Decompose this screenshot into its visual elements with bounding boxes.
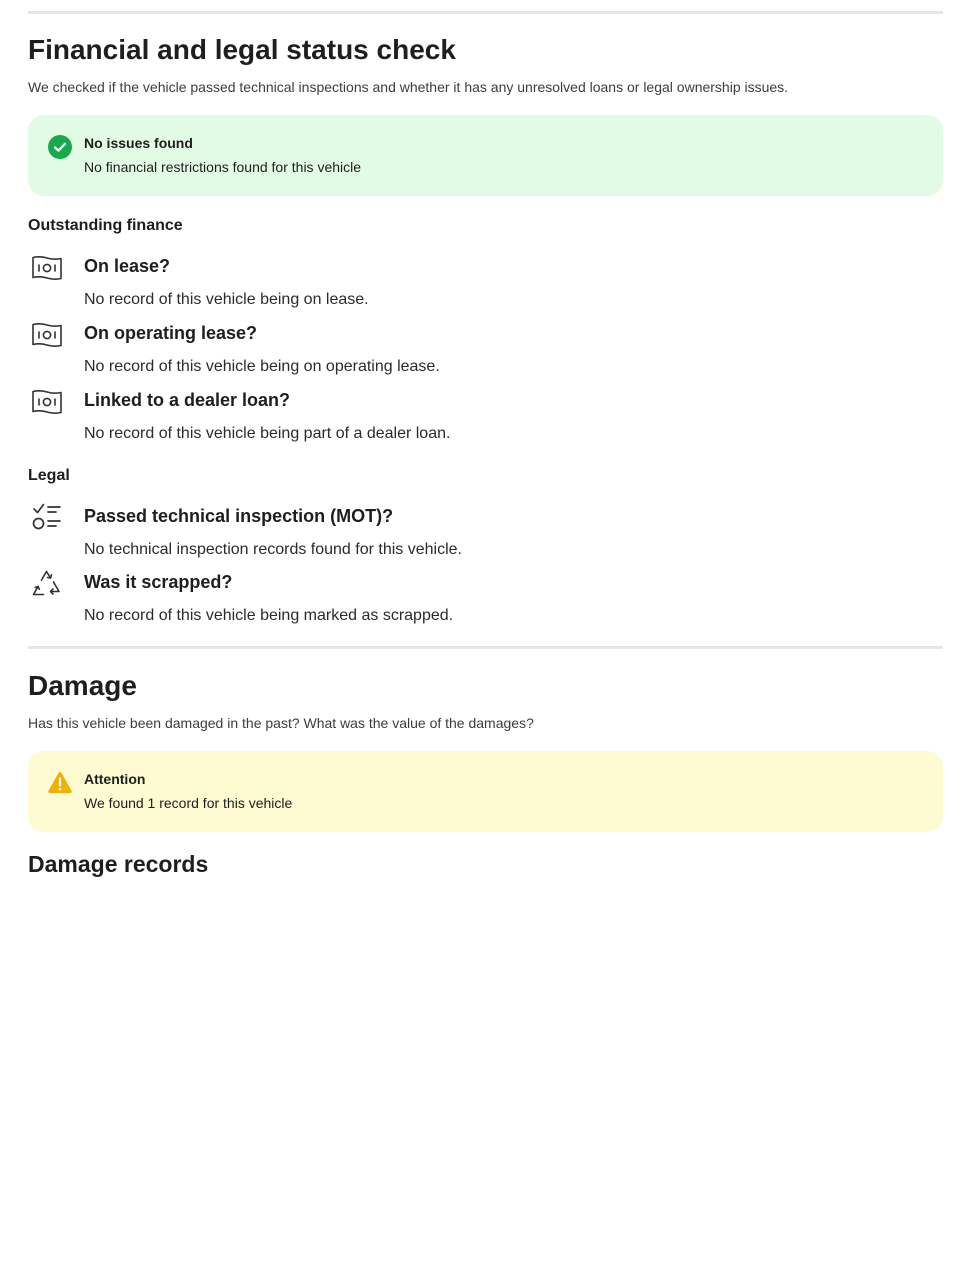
check-item-text: No record of this vehicle being on lease. <box>84 291 369 308</box>
damage-status-alert <box>28 751 943 832</box>
financial-status-alert <box>28 115 943 196</box>
damage-section-title: Damage <box>28 670 137 701</box>
check-item-on-lease <box>28 253 943 320</box>
alert-text: We found 1 record for this vehicle <box>84 795 293 811</box>
check-item-scrapped <box>28 568 943 635</box>
check-item-text: No technical inspection records found for this vehicle. <box>84 541 462 558</box>
check-item-title: Was it scrapped? <box>84 572 233 592</box>
check-item-title: On lease? <box>84 256 171 276</box>
check-item-title: On operating lease? <box>84 323 258 343</box>
damage-section-description: Has this vehicle been damaged in the past? What was the value of the damages? <box>28 715 534 731</box>
check-item-text: No record of this vehicle being marked as scrapped. <box>84 607 454 624</box>
check-item-title: Passed technical inspection (MOT)? <box>84 506 394 526</box>
financial-section-description: We checked if the vehicle passed technical inspections and whether it has any unresolved loans or legal ownership issues. <box>28 79 789 95</box>
check-circle-icon <box>48 135 72 159</box>
check-item-dealer-loan <box>28 387 943 454</box>
damage-records-title: Damage records <box>28 851 209 877</box>
banknote-icon <box>31 320 63 352</box>
warning-triangle-icon <box>48 771 72 795</box>
check-item-text: No record of this vehicle being part of a dealer loan. <box>84 425 451 442</box>
financial-section-title: Financial and legal status check <box>28 34 456 65</box>
recycle-icon <box>31 568 63 600</box>
alert-text: No financial restrictions found for this vehicle <box>84 159 362 175</box>
check-item-on-operating-lease <box>28 320 943 387</box>
check-item-title: Linked to a dealer loan? <box>84 390 291 410</box>
outstanding-finance-title: Outstanding finance <box>28 217 183 234</box>
banknote-icon <box>31 387 63 419</box>
checklist-icon <box>31 502 63 534</box>
section-divider <box>28 646 943 649</box>
alert-title: Attention <box>84 771 146 787</box>
banknote-icon <box>31 253 63 285</box>
legal-title: Legal <box>28 467 70 484</box>
check-item-text: No record of this vehicle being on operating lease. <box>84 358 440 375</box>
section-divider <box>28 11 943 14</box>
check-item-mot <box>28 502 943 569</box>
alert-title: No issues found <box>84 135 193 151</box>
